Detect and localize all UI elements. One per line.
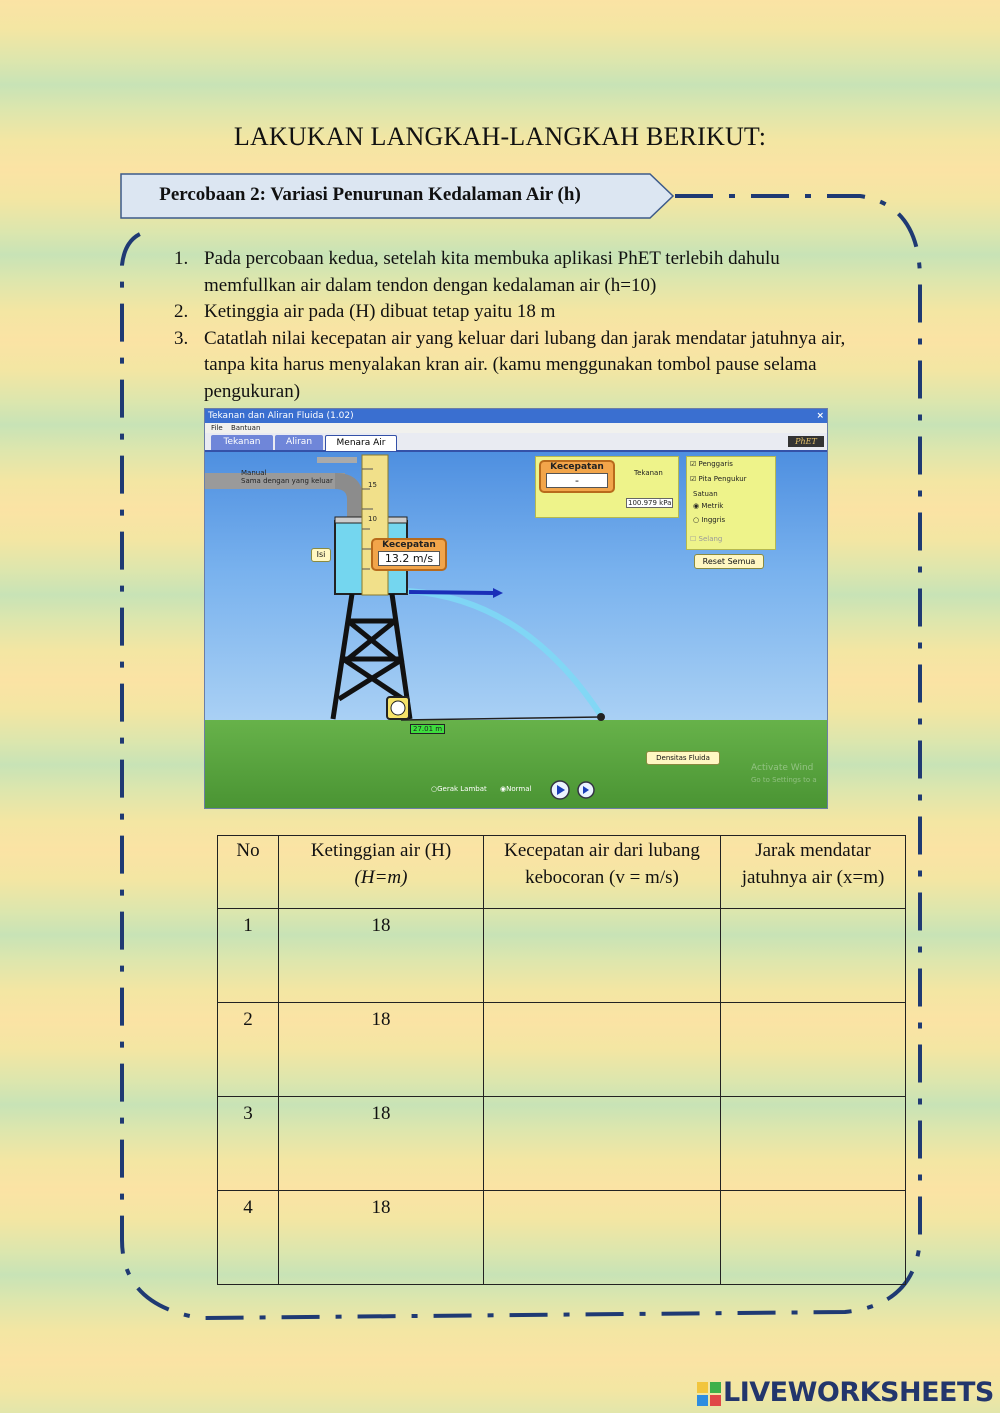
cell-velocity-input[interactable] bbox=[484, 909, 721, 1003]
tape-checkbox[interactable]: ☑ Pita Pengukur bbox=[690, 475, 747, 483]
cell-no: 3 bbox=[218, 1097, 279, 1191]
tape-reading: 27.01 m bbox=[410, 724, 445, 734]
units-title: Satuan bbox=[693, 490, 718, 498]
speed-tool-value: - bbox=[546, 473, 608, 488]
cell-distance-input[interactable] bbox=[721, 1003, 906, 1097]
cell-no: 2 bbox=[218, 1003, 279, 1097]
unit-metric-radio[interactable]: ◉ Metrik bbox=[693, 502, 724, 510]
cell-no: 4 bbox=[218, 1191, 279, 1285]
water-stream bbox=[408, 591, 602, 717]
velocity-arrow bbox=[409, 592, 493, 593]
ruler bbox=[362, 455, 388, 595]
cell-height: 18 bbox=[279, 1097, 484, 1191]
speed-probe-label: Kecepatan bbox=[382, 540, 436, 550]
close-icon[interactable]: × bbox=[816, 411, 824, 421]
table-header-row bbox=[218, 836, 906, 909]
faucet-option-match[interactable]: Sama dengan yang keluar bbox=[241, 477, 333, 485]
liveworksheets-brand: LIVEWORKSHEETS bbox=[697, 1378, 994, 1408]
unit-imperial-radio[interactable]: ○ Inggris bbox=[693, 516, 726, 524]
ruler-tick-15: 15 bbox=[368, 481, 377, 489]
fill-button[interactable]: Isi bbox=[311, 548, 331, 562]
step-item: 3. Catatlah nilai kecepatan air yang keluar dari lubang dan jarak mendatar jatuhnya air, tanpa kita harus menyalakan kran air. (kamu menggunakan tombol pause selama pengukuran) bbox=[174, 327, 846, 402]
tape-line bbox=[401, 717, 601, 720]
cell-distance-input[interactable] bbox=[721, 909, 906, 1003]
sim-window-title: Tekanan dan Aliran Fluida (1.02) bbox=[208, 411, 354, 421]
page-title: LAKUKAN LANGKAH-LANGKAH BERIKUT: bbox=[233, 122, 767, 151]
banner-label: Percobaan 2: Variasi Penurunan Kedalaman Air (h) bbox=[159, 184, 581, 205]
activation-watermark: Activate Wind bbox=[751, 763, 814, 773]
speed-tool[interactable] bbox=[539, 460, 615, 493]
table-row bbox=[218, 909, 906, 1003]
cell-velocity-input[interactable] bbox=[484, 1003, 721, 1097]
menu-help[interactable]: Bantuan bbox=[230, 424, 261, 432]
phet-simulation bbox=[204, 408, 828, 809]
tab-tekanan[interactable]: Tekanan bbox=[211, 435, 273, 450]
faucet-spout bbox=[335, 473, 363, 517]
pressure-value: 100.979 kPa bbox=[628, 499, 672, 507]
faucet-option-manual[interactable]: Manual bbox=[241, 469, 267, 477]
col-header-velocity: Kecepatan air dari lubang kebocoran (v = m/s) bbox=[484, 836, 721, 909]
table-row bbox=[218, 1003, 906, 1097]
tab-aliran[interactable]: Aliran bbox=[275, 435, 323, 450]
speed-tool-label: Kecepatan bbox=[550, 462, 604, 472]
table-row bbox=[218, 1097, 906, 1191]
cell-height: 18 bbox=[279, 909, 484, 1003]
pressure-label: Tekanan bbox=[634, 469, 663, 477]
table-row bbox=[218, 1191, 906, 1285]
col-header-height: Ketinggian air (H) (H=m) bbox=[279, 836, 484, 909]
cell-velocity-input[interactable] bbox=[484, 1191, 721, 1285]
col-header-distance: Jarak mendatar jatuhnya air (x=m) bbox=[721, 836, 906, 909]
faucet-handle bbox=[317, 457, 357, 463]
speed-probe[interactable] bbox=[371, 538, 447, 571]
col-header-no: No bbox=[218, 836, 279, 909]
step-item: 1. Pada percobaan kedua, setelah kita membuka aplikasi PhET terlebih dahulu memfullkan air dalam tendon dengan kedalaman air (h=10) bbox=[174, 248, 780, 296]
step-item: 2. Ketinggia air pada (H) dibuat tetap yaitu 18 m bbox=[174, 301, 556, 322]
speed-probe-value: 13.2 m/s bbox=[378, 551, 440, 566]
hose-checkbox[interactable]: ☐ Selang bbox=[690, 535, 723, 543]
cell-distance-input[interactable] bbox=[721, 1097, 906, 1191]
ruler-checkbox[interactable]: ☑ Penggaris bbox=[690, 460, 733, 468]
tab-menara-air[interactable]: Menara Air bbox=[325, 435, 397, 451]
cell-velocity-input[interactable] bbox=[484, 1097, 721, 1191]
steps-list bbox=[174, 246, 864, 405]
cell-height: 18 bbox=[279, 1003, 484, 1097]
data-table bbox=[217, 835, 906, 1285]
reset-all-button[interactable]: Reset Semua bbox=[694, 554, 764, 569]
cell-distance-input[interactable] bbox=[721, 1191, 906, 1285]
fluid-density-button[interactable]: Densitas Fluida bbox=[646, 751, 720, 765]
tape-end bbox=[597, 713, 605, 721]
activation-watermark-sub: Go to Settings to a bbox=[751, 776, 817, 784]
ruler-tick-10: 10 bbox=[368, 515, 377, 523]
phet-logo: PhET bbox=[788, 436, 824, 447]
liveworksheets-logo-icon bbox=[697, 1382, 721, 1406]
cell-height: 18 bbox=[279, 1191, 484, 1285]
normal-speed-radio[interactable]: ◉Normal bbox=[500, 785, 532, 793]
menu-file[interactable]: File bbox=[211, 424, 223, 432]
cell-no: 1 bbox=[218, 909, 279, 1003]
slow-motion-radio[interactable]: ○Gerak Lambat bbox=[431, 785, 487, 793]
